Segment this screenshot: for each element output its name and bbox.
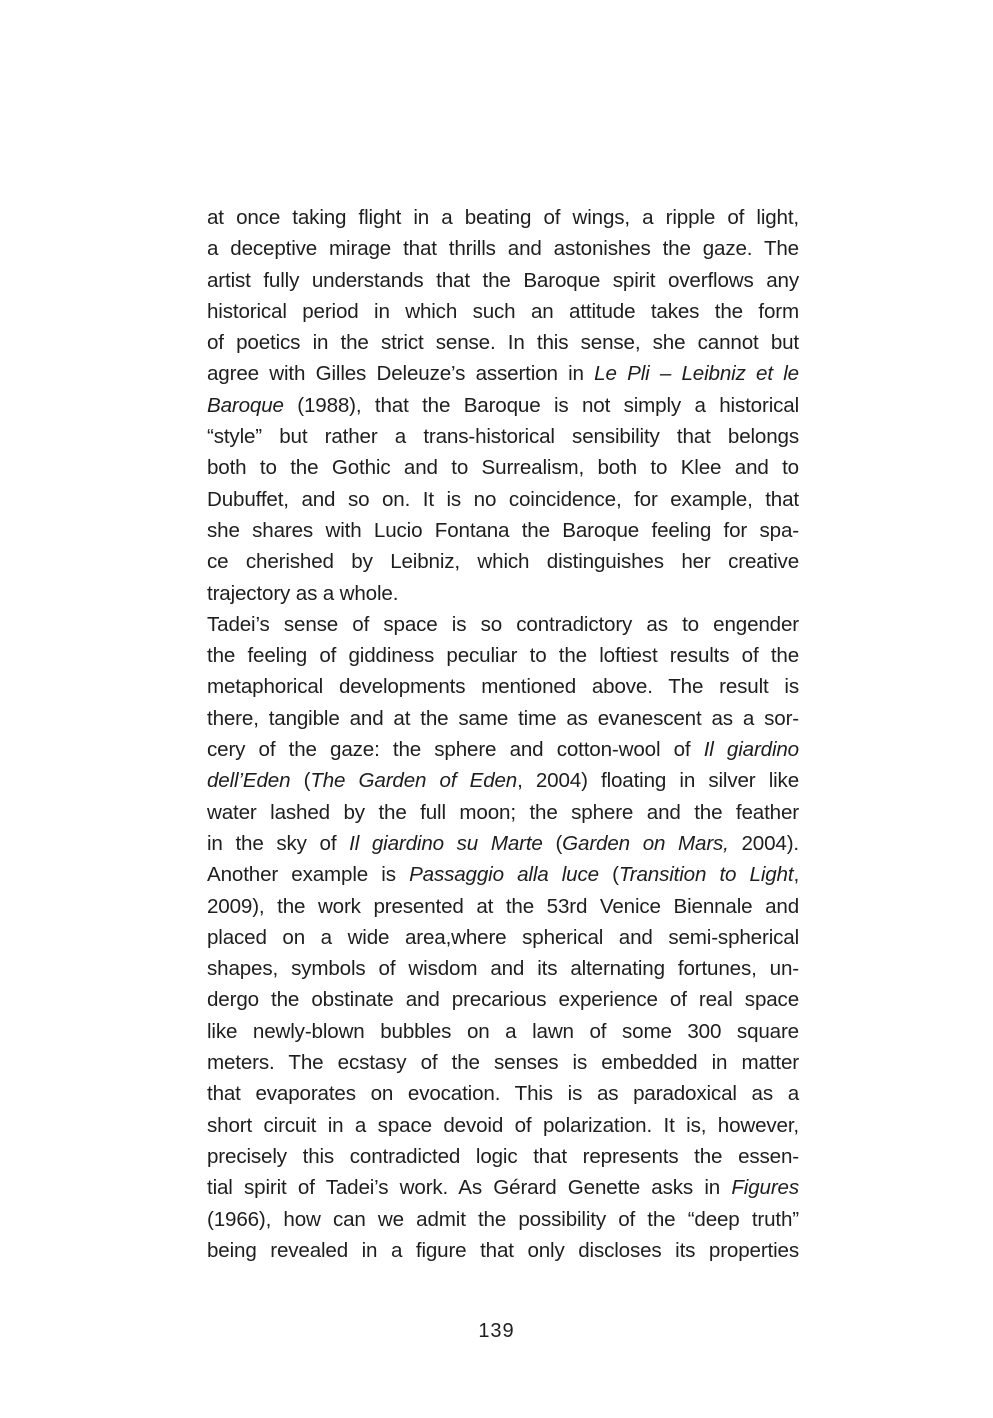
text-line <box>207 327 799 358</box>
text-line <box>207 578 799 609</box>
italic-title: The Garden of Eden <box>310 769 518 793</box>
body-text <box>207 202 799 1266</box>
text-line <box>207 828 799 859</box>
text-line <box>207 797 799 828</box>
text-run: ( <box>290 769 311 793</box>
text-line <box>207 765 799 796</box>
text-line <box>207 1078 799 1109</box>
text-line <box>207 546 799 577</box>
text-run: like newly-blown bubbles on a lawn of some 300 square <box>207 1019 799 1043</box>
text-line <box>207 421 799 452</box>
text-run: the feeling of giddiness peculiar to the loftiest results of the <box>207 644 799 668</box>
text-run: in the sky of <box>207 831 350 855</box>
text-line <box>207 265 799 296</box>
text-run: tial spirit of Tadei’s work. As Gérard Genette asks in <box>207 1176 732 1200</box>
text-run: cery of the gaze: the sphere and cotton-wool of <box>207 738 704 762</box>
text-run: water lashed by the full moon; the sphere and the feather <box>207 800 799 824</box>
italic-title: dell’Eden <box>207 769 291 793</box>
text-line <box>207 484 799 515</box>
text-run: trajectory as a whole. <box>207 581 399 605</box>
text-run: 2004). <box>728 831 799 855</box>
text-line <box>207 671 799 702</box>
text-line <box>207 390 799 421</box>
text-line <box>207 1141 799 1172</box>
text-line <box>207 358 799 389</box>
text-run: that evaporates on evocation. This is as paradoxical as a <box>207 1082 799 1106</box>
italic-title: Le Pli – Leibniz et le <box>594 362 799 386</box>
text-run: Tadei’s sense of space is so contradictory as to engender <box>207 612 799 636</box>
text-run: ( <box>598 863 619 887</box>
text-run: precisely this contradicted logic that represents the essen- <box>207 1144 799 1168</box>
italic-title: Garden on Mars, <box>562 831 729 855</box>
text-line <box>207 452 799 483</box>
text-line <box>207 984 799 1015</box>
text-run: 2009), the work presented at the 53rd Venice Biennale and <box>207 894 799 918</box>
text-line <box>207 1047 799 1078</box>
text-line <box>207 296 799 327</box>
text-line <box>207 233 799 264</box>
text-run: Dubuffet, and so on. It is no coincidence, for example, that <box>207 487 799 511</box>
text-run: being revealed in a figure that only discloses its properties <box>207 1238 799 1262</box>
text-run: (1988), that the Baroque is not simply a historical <box>283 393 799 417</box>
text-line <box>207 202 799 233</box>
text-run: “style” but rather a trans-historical sensibility that belongs <box>207 425 799 449</box>
text-line <box>207 1204 799 1235</box>
italic-title: Figures <box>731 1176 799 1200</box>
text-line <box>207 515 799 546</box>
text-line <box>207 922 799 953</box>
text-line <box>207 640 799 671</box>
text-run: meters. The ecstasy of the senses is embedded in matter <box>207 1051 799 1075</box>
text-line <box>207 609 799 640</box>
text-line <box>207 734 799 765</box>
text-line <box>207 1110 799 1141</box>
text-run: historical period in which such an attitude takes the form <box>207 299 799 323</box>
text-run: (1966), how can we admit the possibility of the “deep truth” <box>207 1207 799 1231</box>
text-line <box>207 1016 799 1047</box>
text-run: a deceptive mirage that thrills and astonishes the gaze. The <box>207 237 799 261</box>
text-run: Another example is <box>207 863 410 887</box>
italic-title: Passaggio alla luce <box>409 863 599 887</box>
text-run: there, tangible and at the same time as evanescent as a sor- <box>207 706 799 730</box>
text-run: of poetics in the strict sense. In this sense, she cannot but <box>207 331 799 355</box>
text-line <box>207 1235 799 1266</box>
text-run: she shares with Lucio Fontana the Baroque feeling for spa- <box>207 518 799 542</box>
text-run: short circuit in a space devoid of polarization. It is, however, <box>207 1113 799 1137</box>
italic-title: Baroque <box>207 393 284 417</box>
italic-title: Il giardino su Marte <box>349 831 543 855</box>
text-line <box>207 1172 799 1203</box>
text-run: ( <box>542 831 563 855</box>
text-run: agree with Gilles Deleuze’s assertion in <box>207 362 595 386</box>
text-run: artist fully understands that the Baroque spirit overflows any <box>207 268 799 292</box>
text-line <box>207 859 799 890</box>
text-line <box>207 703 799 734</box>
text-run: at once taking flight in a beating of wings, a ripple of light, <box>207 206 799 229</box>
text-run: , <box>793 863 800 887</box>
text-line <box>207 891 799 922</box>
text-run: both to the Gothic and to Surrealism, both to Klee and to <box>207 456 799 480</box>
text-run: placed on a wide area,where spherical and semi-spherical <box>207 925 799 949</box>
text-run: dergo the obstinate and precarious experience of real space <box>207 988 799 1012</box>
page-number: 139 <box>478 1320 515 1342</box>
italic-title: Il giardino <box>703 738 799 762</box>
text-line <box>207 953 799 984</box>
text-run: ce cherished by Leibniz, which distinguishes her creative <box>207 550 799 574</box>
text-run: metaphorical developments mentioned above. The result is <box>207 675 799 699</box>
text-run: shapes, symbols of wisdom and its alternating fortunes, un- <box>207 957 799 981</box>
italic-title: Transition to Light <box>618 863 794 887</box>
text-run: , 2004) floating in silver like <box>517 769 799 793</box>
